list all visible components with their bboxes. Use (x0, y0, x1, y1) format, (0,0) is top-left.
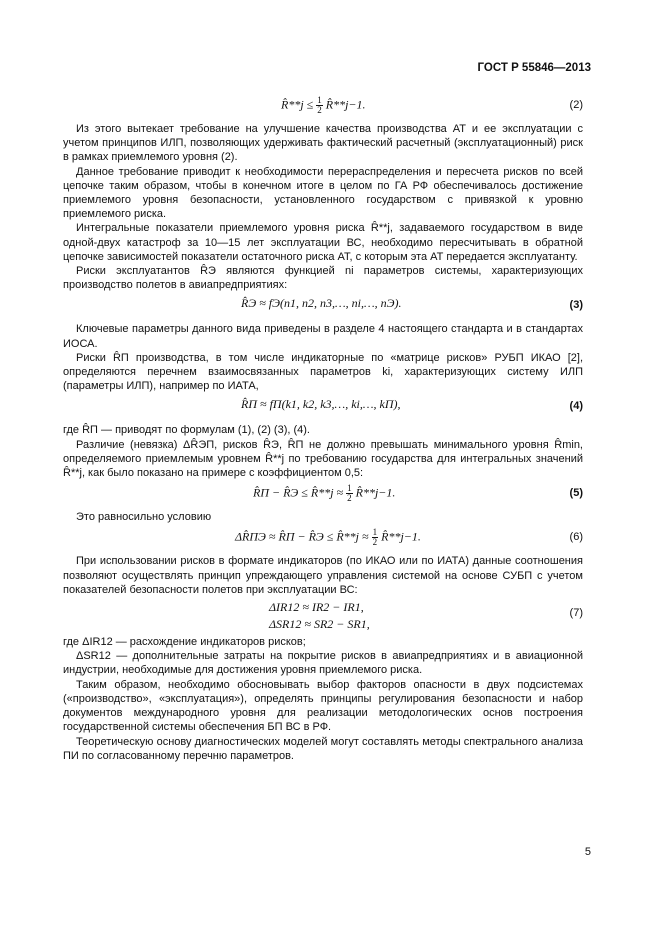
formula-7-label: (7) (569, 607, 583, 620)
paragraph-14: Теоретическую основу диагностических моделей могут составлять методы спектрального анализа ПИ по согласованному перечню параметров. (63, 735, 583, 762)
formula-7-line-2: ΔSR12 ≈ SR2 − SR1, (269, 617, 370, 632)
formula-7 (63, 597, 583, 635)
paragraph-12: ΔSR12 — дополнительные затраты на покрытие рисков в авиапредприятиях и в авиационной индустрии, необходимые для достижения уровня приемлемого риска. (63, 650, 583, 677)
formula-3-label: (3) (569, 299, 583, 312)
formula-2-rel: ≤ (306, 97, 314, 112)
paragraph-5: Ключевые параметры данного вида приведены в разделе 4 настоящего стандарта и в стандартах ИОСА. (63, 323, 583, 350)
formula-3 (63, 292, 583, 322)
formula-6-label: (6) (569, 531, 583, 544)
formula-2-rhs: R̂**j−1. (325, 97, 366, 112)
formula-4-body: R̂П ≈ fП(k1, k2, k3,…, ki,…, kП), (241, 397, 401, 412)
paragraph-6: Риски R̂П производства, в том числе индикаторные по «матрице рисков» РУБП ИКАО [2], определяются перечнем взаимосвязанных параметров ki, характеризующих систему ИЛП (параметры ИЛП), например по ИАТА, (63, 351, 583, 393)
formula-5-fraction: $\frac{1}{2}$ (347, 483, 352, 504)
paragraph-8: Различие (невязка) ΔR̂ЭП, рисков R̂Э, R̂П не должно превышать минимального уровня R̂min, определяемого приемлемым уровнем R̂**j по требованию государства для интегральных значений R̂**j, как было показано на примере с коэффициентом 0,5: (63, 438, 583, 480)
page-number: 5 (584, 846, 591, 858)
formula-5-rhs: R̂**j−1. (355, 485, 396, 500)
paragraph-1: Из этого вытекает требование на улучшение качества производства АТ и ее эксплуатации с учетом принципов ИЛП, позволяющих удерживать фактический расчетный (эксплуатационный) риск в рамках приемлемого уровня (2). (63, 123, 583, 164)
formula-4-label: (4) (569, 400, 583, 413)
paragraph-2: Данное требование приводит к необходимости перераспределения и пересчета рисков по всей цепочке таким образом, чтобы в конечном итоге в целом по ГА РФ обеспечивалось достижение приемлемого уровня безопасности, установленного государством с привязкой к уровню приемлемого риска. (63, 165, 583, 221)
formula-6 (63, 524, 583, 554)
paragraph-4: Риски эксплуатантов R̂Э являются функцией ni параметров системы, характеризующих производство полетов в авиапредприятиях: (63, 265, 583, 292)
formula-3-body: R̂Э ≈ fЭ(n1, n2, n3,…, ni,…, nЭ). (241, 296, 402, 311)
formula-2-fraction: $\frac{1}{2}$ (317, 95, 322, 115)
paragraph-11: где ΔIR12 — расхождение индикаторов рисков; (63, 636, 306, 649)
formula-5 (63, 480, 583, 510)
formula-6-rhs: R̂**j−1. (381, 529, 421, 544)
formula-5-lhs: R̂П − R̂Э ≤ R̂**j ≈ (253, 485, 344, 500)
paragraph-10: При использовании рисков в формате индикаторов (по ИКАО или по ИАТА) данные соотношения позволяют осуществлять принцип упреждающего управления системой на основе СУБП с учетом показателей безопасности полетов при эксплуатации ВС: (63, 555, 583, 596)
formula-2-lhs: R̂**j (281, 97, 304, 112)
paragraph-9: Это равносильно условию (76, 511, 212, 524)
paragraph-13: Таким образом, необходимо обосновывать выбор факторов опасности в двух подсистемах («производство», «эксплуатация»), определять принципы регулирования безопасности и набор документов международного уровня для реализации методологических основ построения государственной системы обеспечения БП ВС в РФ. (63, 678, 583, 734)
paragraph-7: где R̂П — приводят по формулам (1), (2) (3), (4). (63, 424, 310, 437)
formula-6-lhs: ΔR̂ПЭ ≈ R̂П − R̂Э ≤ R̂**j ≈ (235, 529, 369, 544)
paragraph-3: Интегральные показатели приемлемого уровня риска R̂**j, задаваемого государством в виде одной-двух катастроф за 10—15 лет эксплуатации ВС, необходимо пересчитывать в обратной цепочке зависимостей показатели остаточного риска АТ, с которым эта АТ передается эксплуатанту. (63, 222, 583, 263)
formula-5-label: (5) (569, 487, 583, 500)
page-content (63, 92, 583, 763)
formula-2 (63, 92, 583, 122)
formula-4 (63, 393, 583, 423)
document-header: ГОСТ Р 55846—2013 (477, 62, 591, 74)
formula-2-label: (2) (569, 99, 583, 111)
formula-7-line-1: ΔIR12 ≈ IR2 − IR1, (269, 600, 364, 615)
formula-6-fraction: $\frac{1}{2}$ (372, 527, 378, 548)
